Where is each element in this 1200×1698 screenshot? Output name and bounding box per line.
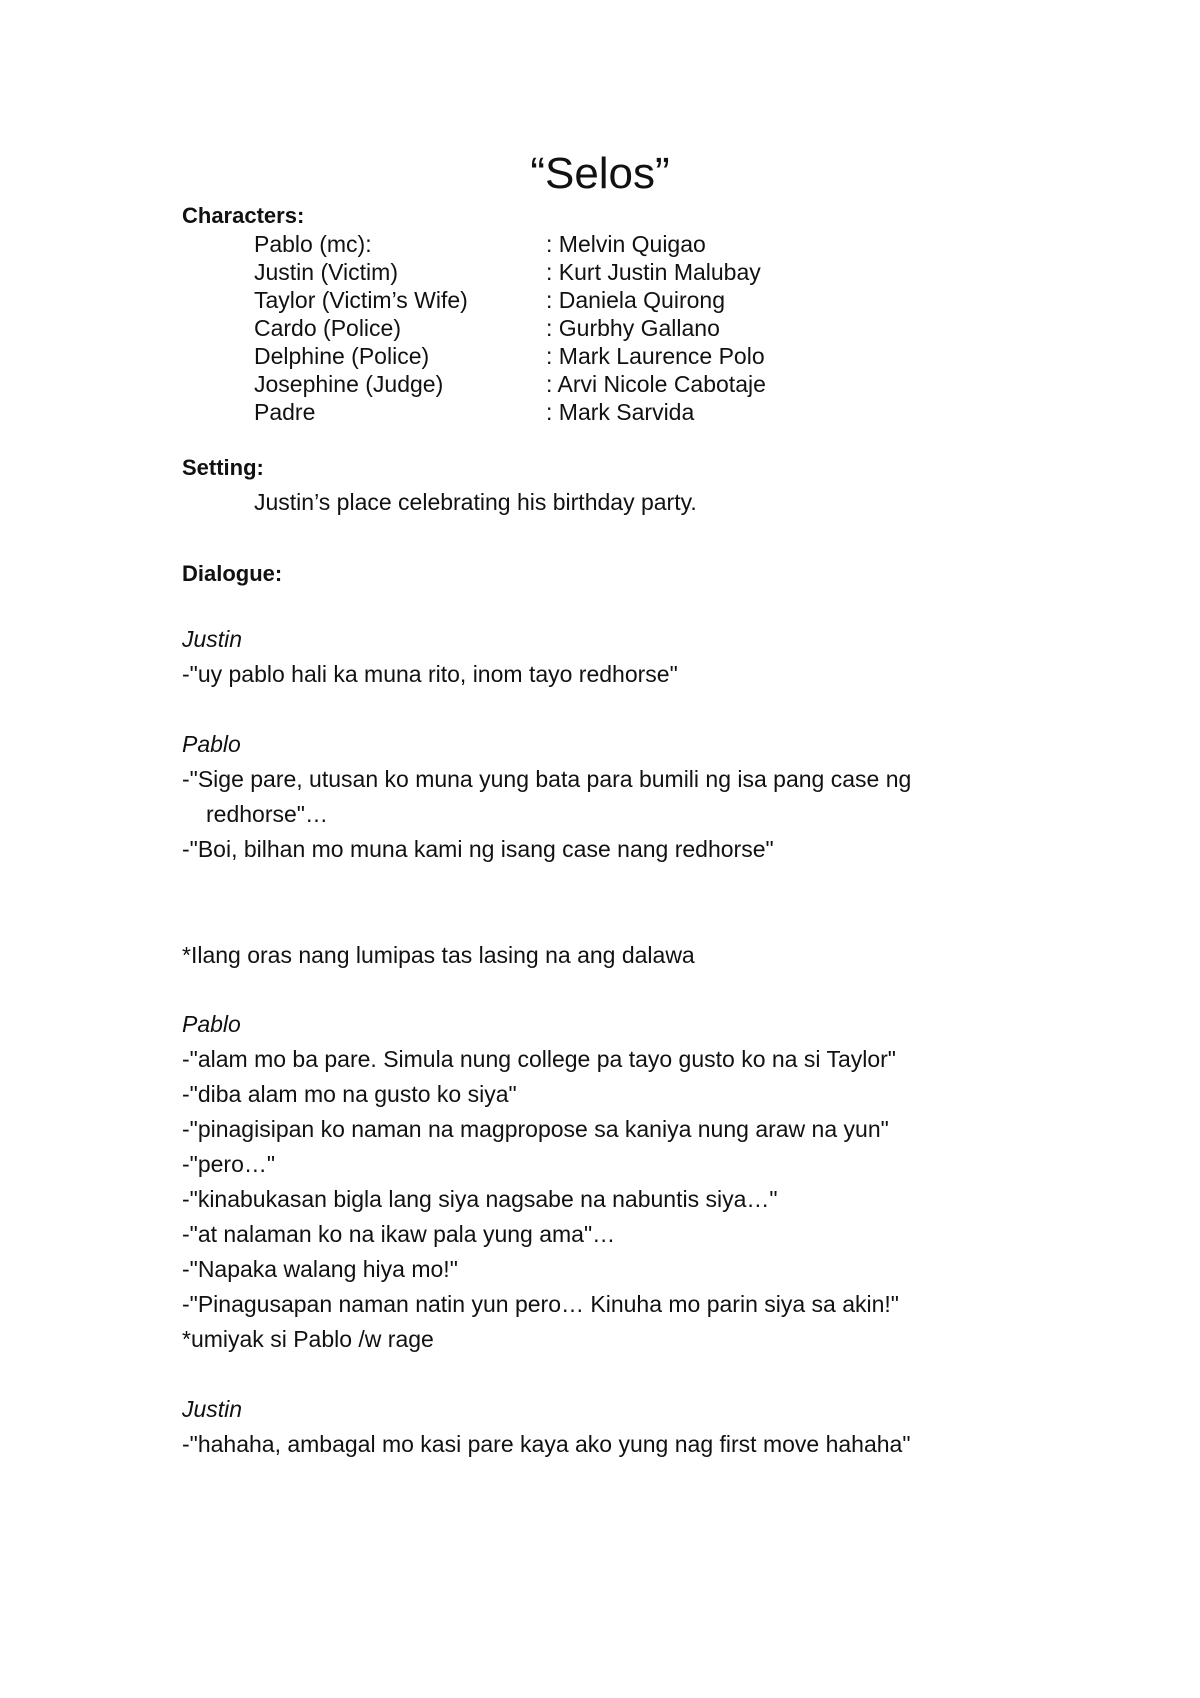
stage-direction-text: *umiyak si Pablo /w rage — [182, 1326, 434, 1352]
character-row — [254, 342, 954, 370]
character-actor: : Gurbhy Gallano — [546, 315, 720, 341]
dialogue-line: -"hahaha, ambagal mo kasi pare kaya ako yung nag first move hahaha" — [182, 1431, 911, 1457]
speaker-name: Justin — [182, 626, 243, 652]
dialogue-line: -"uy pablo hali ka muna rito, inom tayo redhorse" — [182, 661, 678, 687]
character-row — [254, 230, 954, 258]
dialogue-line: -"Sige pare, utusan ko muna yung bata para bumili ng isa pang case ng redhorse"… — [182, 766, 912, 827]
character-actor: : Arvi Nicole Cabotaje — [546, 371, 766, 397]
speaker-name: Justin — [182, 1396, 243, 1422]
dialogue-line: -"diba alam mo na gusto ko siya" — [182, 1081, 517, 1107]
character-actor: : Mark Laurence Polo — [546, 343, 765, 369]
character-actor: : Mark Sarvida — [546, 399, 695, 425]
character-role: Delphine (Police) — [254, 343, 430, 369]
character-role: Josephine (Judge) — [254, 371, 444, 397]
dialogue-line: -"pinagisipan ko naman na magpropose sa kaniya nung araw na yun" — [182, 1116, 889, 1142]
dialogue-line: -"Pinagusapan naman natin yun pero… Kinuha mo parin siya sa akin!" — [182, 1291, 899, 1317]
character-actor: : Daniela Quirong — [546, 287, 725, 313]
dialogue-block — [182, 1392, 982, 1462]
dialogue-heading: Dialogue: — [182, 561, 283, 586]
character-actor: : Kurt Justin Malubay — [546, 259, 761, 285]
dialogue-line: -"alam mo ba pare. Simula nung college pa tayo gusto ko na si Taylor" — [182, 1046, 896, 1072]
character-actor: : Melvin Quigao — [546, 231, 706, 257]
dialogue-line: -"pero…" — [182, 1151, 276, 1177]
page-title: “Selos” — [530, 149, 670, 198]
dialogue-line: -"Boi, bilhan mo muna kami ng isang case nang redhorse" — [182, 836, 774, 862]
dialogue-line: -"Napaka walang hiya mo!" — [182, 1256, 458, 1282]
character-row — [254, 314, 954, 342]
character-role: Justin (Victim) — [254, 259, 398, 285]
setting-text: Justin’s place celebrating his birthday party. — [254, 489, 697, 515]
character-row — [254, 398, 954, 426]
stage-direction — [182, 938, 982, 973]
dialogue-block — [182, 622, 982, 692]
dialogue-block — [182, 727, 982, 867]
speaker-name: Pablo — [182, 731, 241, 757]
characters-heading: Characters: — [182, 203, 305, 228]
speaker-name: Pablo — [182, 1011, 241, 1037]
dialogue-line: -"kinabukasan bigla lang siya nagsabe na nabuntis siya…" — [182, 1186, 778, 1212]
character-role: Cardo (Police) — [254, 315, 401, 341]
setting-heading: Setting: — [182, 455, 264, 480]
character-row — [254, 286, 954, 314]
character-row — [254, 370, 954, 398]
stage-direction-text: *Ilang oras nang lumipas tas lasing na ang dalawa — [182, 942, 695, 968]
dialogue-block — [182, 1007, 982, 1357]
character-role: Taylor (Victim’s Wife) — [254, 287, 468, 313]
character-role: Pablo (mc): — [254, 231, 372, 257]
character-role: Padre — [254, 399, 316, 425]
dialogue-line: -"at nalaman ko na ikaw pala yung ama"… — [182, 1221, 616, 1247]
character-row — [254, 258, 954, 286]
